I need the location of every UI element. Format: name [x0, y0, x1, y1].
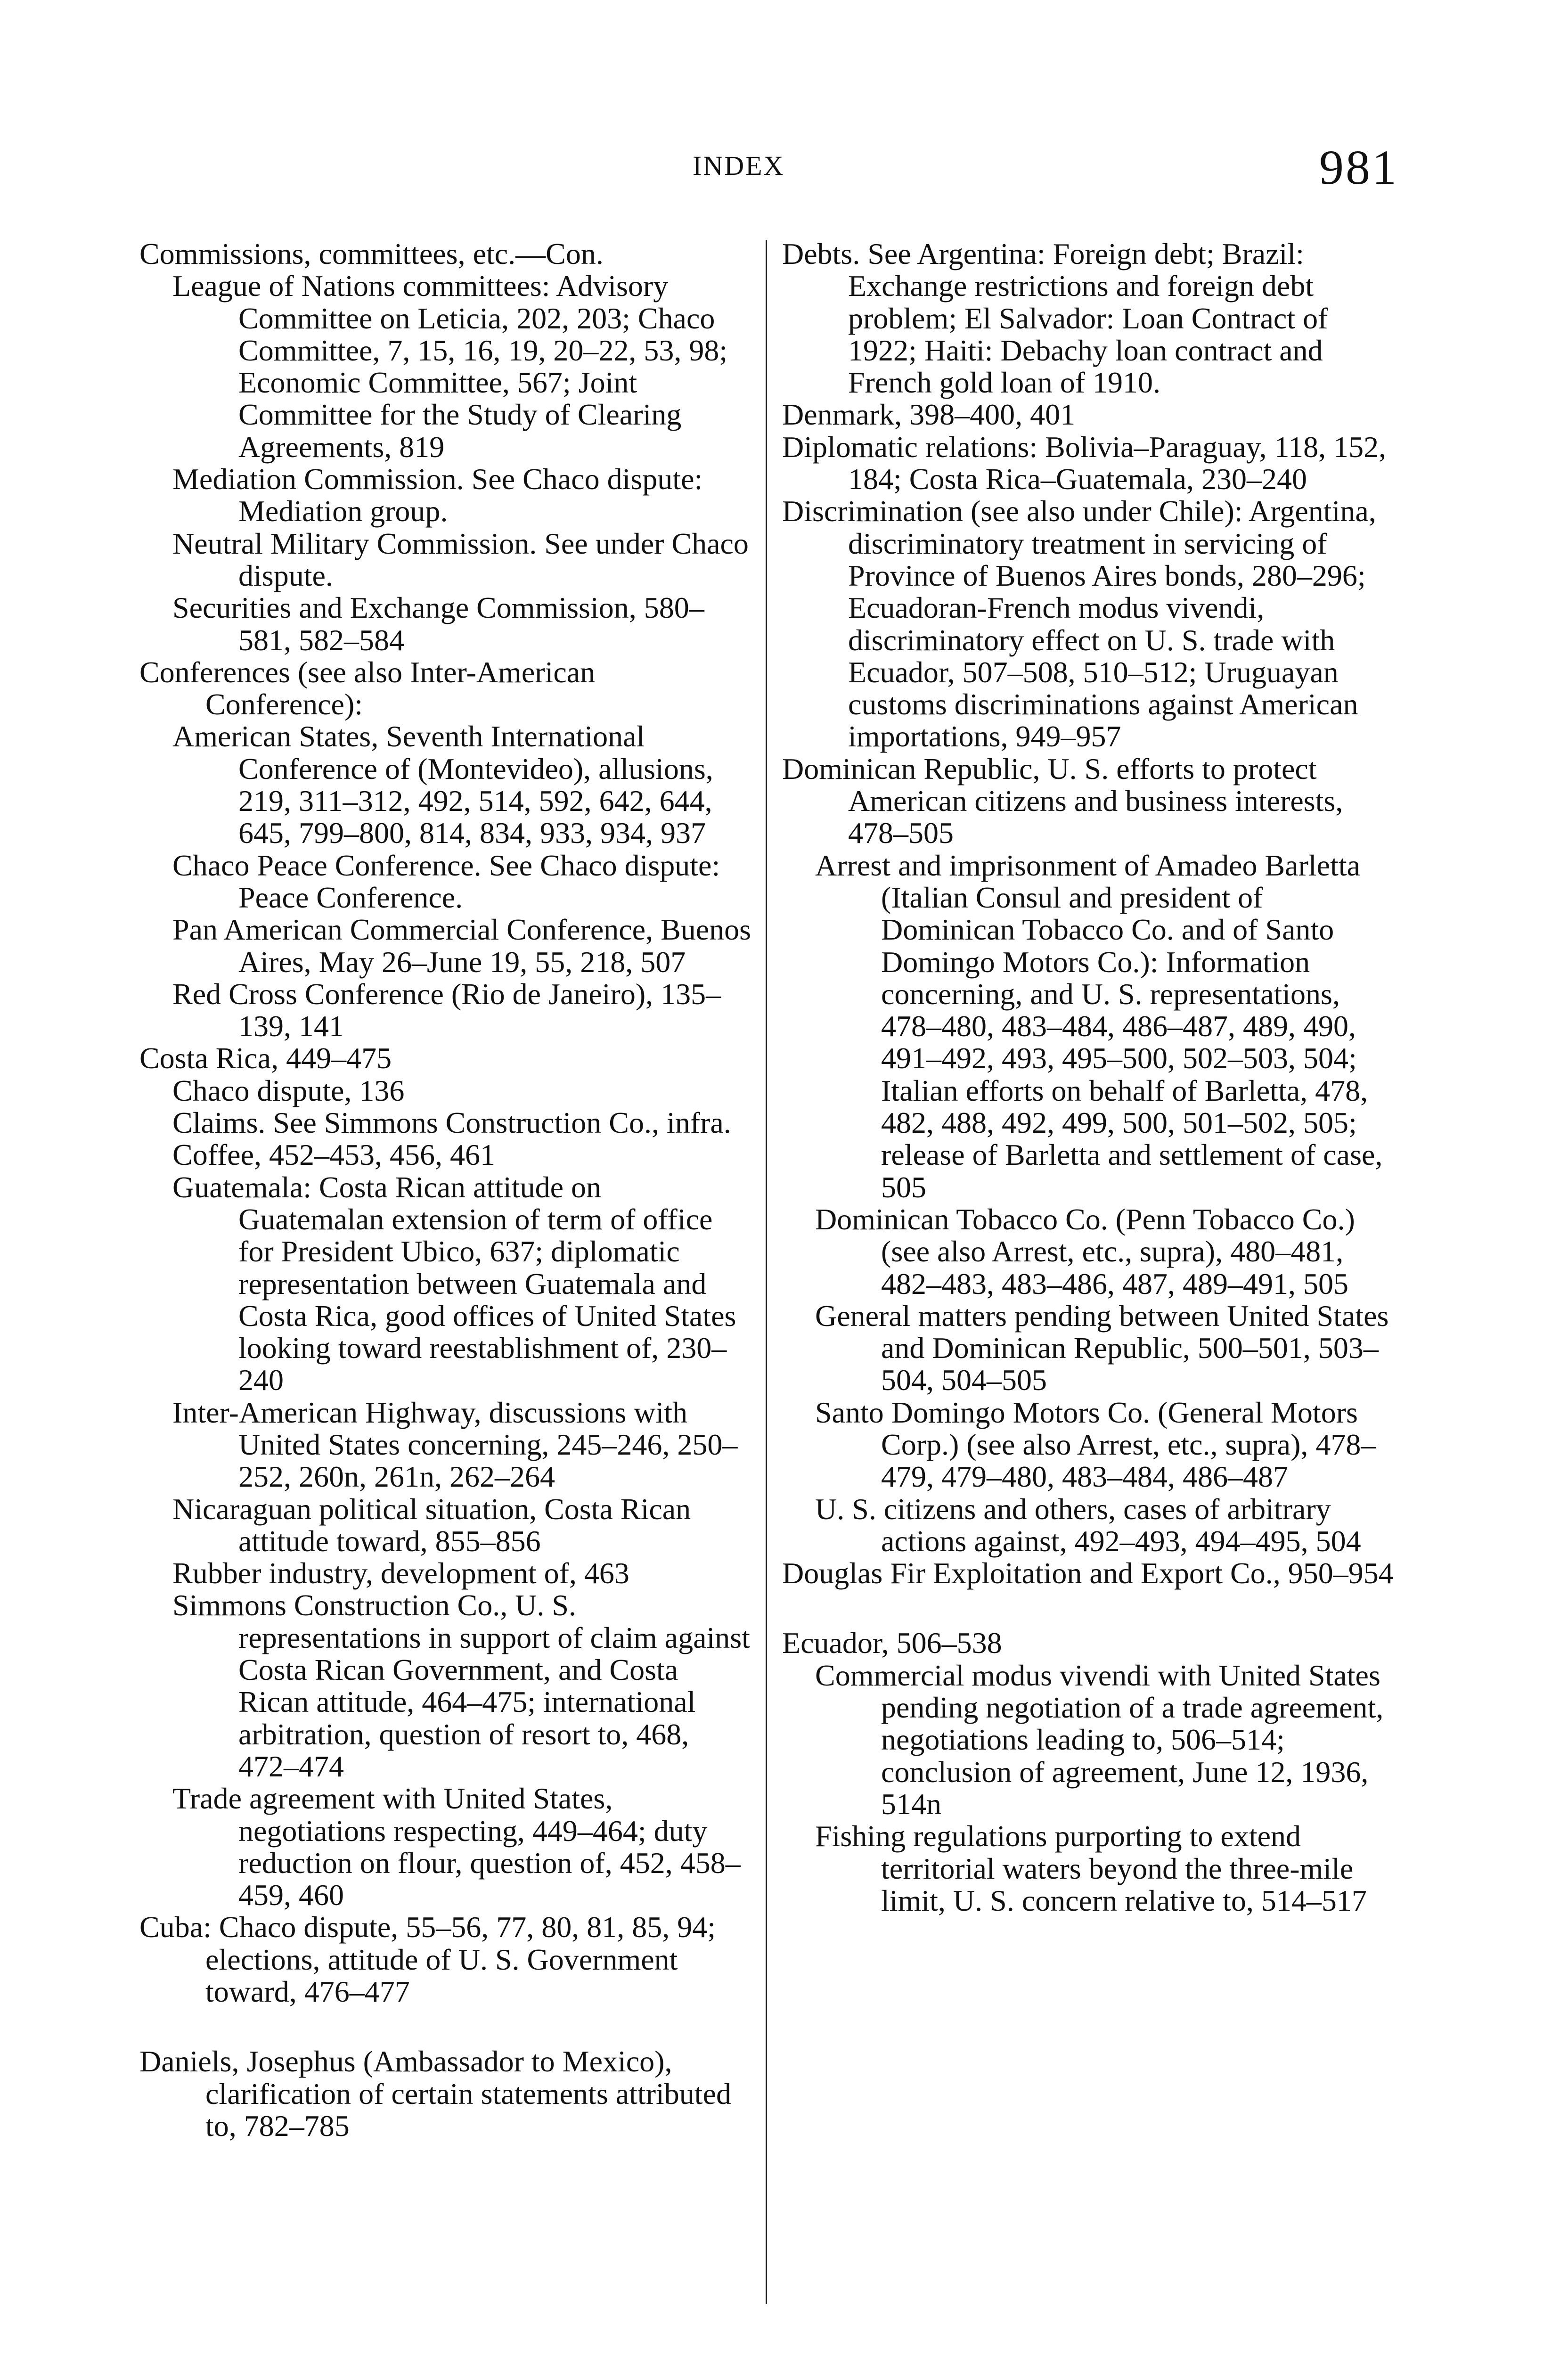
index-entry: Debts. See Argentina: Foreign debt; Brazil: Exchange restrictions and foreign debt problem; El Salvador: Loan Contract of 1922; Haiti: Debachy loan contract and French gold loan of 1910.: [782, 237, 1328, 400]
index-entry: Chaco dispute, 136: [172, 1073, 405, 1107]
index-entry: Rubber industry, development of, 463: [172, 1556, 629, 1590]
index-entry: Douglas Fir Exploitation and Export Co., 950–954: [782, 1556, 1394, 1590]
index-entry: Dominican Tobacco Co. (Penn Tobacco Co.) (see also Arrest, etc., supra), 480–481, 482–483, 483–486, 487, 489–491, 505: [815, 1202, 1355, 1301]
index-entry: Diplomatic relations: Bolivia–Paraguay, 118, 152, 184; Costa Rica–Guatemala, 230–240: [782, 430, 1387, 496]
index-entry: Guatemala: Costa Rican attitude on Guatemalan extension of term of office for President Ubico, 637; diplomatic representation between Guatemala and Costa Rica, good offices of United States looking toward reestablishment of, 230–240: [172, 1170, 736, 1397]
index-entry: Commissions, committees, etc.—Con.: [139, 237, 604, 270]
index-entry: Claims. See Simmons Construction Co., infra.: [172, 1106, 731, 1140]
index-entry: Santo Domingo Motors Co. (General Motors Corp.) (see also Arrest, etc., supra), 478–479, 479–480, 483–484, 486–487: [815, 1395, 1376, 1494]
right-column: [782, 238, 1395, 1917]
index-entry: Discrimination (see also under Chile): Argentina, discriminatory treatment in servicing of Province of Buenos Aires bonds, 280–296; Ecuadoran-French modus vivendi, discriminatory effect on U. S. trade with Ecuador, 507–508, 510–512; Uruguayan customs discriminations against American importations, 949–957: [782, 494, 1376, 753]
index-entry: U. S. citizens and others, cases of arbitrary actions against, 492–493, 494–495, 504: [815, 1492, 1361, 1558]
index-entry: Securities and Exchange Commission, 580–581, 582–584: [172, 591, 704, 657]
index-entry: Commercial modus vivendi with United States pending negotiation of a trade agreement, negotiations leading to, 506–514; conclusion of agreement, June 12, 1936, 514n: [815, 1658, 1384, 1821]
index-entry: General matters pending between United States and Dominican Republic, 500–501, 503–504, 504–505: [815, 1299, 1389, 1397]
index-entry: Nicaraguan political situation, Costa Rican attitude toward, 855–856: [172, 1492, 691, 1558]
index-entry: Simmons Construction Co., U. S. representations in support of claim against Costa Rican Government, and Costa Rican attitude, 464–475; international arbitration, question of resort to, 468, 472–474: [172, 1588, 750, 1783]
index-entry: Conferences (see also Inter-American Conference):: [139, 655, 596, 721]
index-entry: Arrest and imprisonment of Amadeo Barletta (Italian Consul and president of Dominican Tobacco Co. and of Santo Domingo Motors Co.): Information concerning, and U. S. representations, 478–480, 483–484, 486–487, 489, 490, 491–492, 493, 495–500, 502–503, 504; Italian efforts on behalf of Barletta, 478, 482, 488, 492, 499, 500, 501–502, 505; release of Barletta and settlement of case, 505: [815, 848, 1383, 1204]
running-head: INDEX: [693, 150, 785, 181]
index-entry: Ecuador, 506–538: [782, 1626, 1002, 1660]
index-entry: Coffee, 452–453, 456, 461: [172, 1138, 495, 1172]
index-entry: Costa Rica, 449–475: [139, 1041, 392, 1075]
index-entry: Chaco Peace Conference. See Chaco dispute: Peace Conference.: [172, 848, 720, 914]
index-entry: Trade agreement with United States, negotiations respecting, 449–464; duty reduction on flour, question of, 452, 458–459, 460: [172, 1782, 741, 1912]
index-entry: Inter-American Highway, discussions with United States concerning, 245–246, 250–252, 260n, 261n, 262–264: [172, 1395, 738, 1494]
index-entry: Mediation Commission. See Chaco dispute: Mediation group.: [172, 462, 703, 528]
index-entry: League of Nations committees: Advisory Committee on Leticia, 202, 203; Chaco Committee, 7, 15, 16, 19, 20–22, 53, 98; Economic Committee, 567; Joint Committee for the Study of Clearing Agreements, 819: [172, 269, 728, 464]
index-entry: Cuba: Chaco dispute, 55–56, 77, 80, 81, 85, 94; elections, attitude of U. S. Government toward, 476–477: [139, 1910, 716, 2009]
index-entry: Denmark, 398–400, 401: [782, 398, 1076, 432]
index-entry: Fishing regulations purporting to extend territorial waters beyond the three-mile limit, U. S. concern relative to, 514–517: [815, 1819, 1367, 1917]
index-entry: Red Cross Conference (Rio de Janeiro), 135–139, 141: [172, 977, 721, 1043]
index-entry: Pan American Commercial Conference, Buenos Aires, May 26–June 19, 55, 218, 507: [172, 913, 751, 979]
page-number: 981: [1319, 140, 1398, 195]
column-divider: [766, 240, 767, 2304]
index-entry: Neutral Military Commission. See under Chaco dispute.: [172, 526, 749, 592]
index-entry: Dominican Republic, U. S. efforts to protect American citizens and business interests, 478–505: [782, 752, 1343, 850]
index-entry: Daniels, Josephus (Ambassador to Mexico), clarification of certain statements attributed to, 782–785: [139, 2045, 731, 2143]
index-entry: American States, Seventh International Conference of (Montevideo), allusions, 219, 311–312, 492, 514, 592, 642, 644, 645, 799–800, 814, 834, 933, 934, 937: [172, 720, 713, 850]
left-column: [139, 238, 752, 2142]
